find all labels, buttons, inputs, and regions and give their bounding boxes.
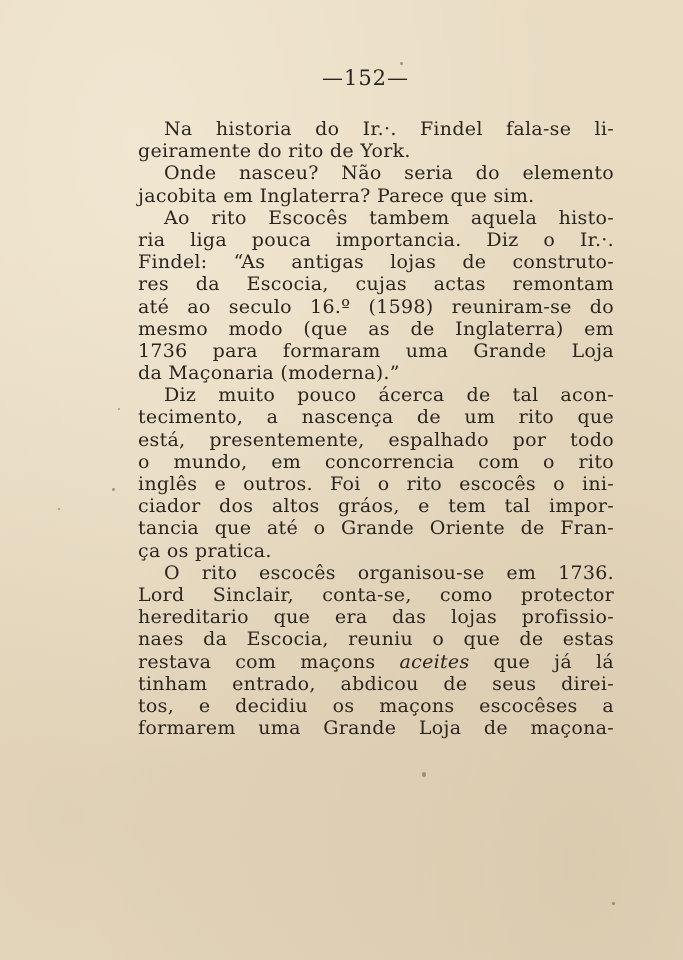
paper-speck [612,902,615,905]
text-line: res da Escocia, cujas actas remontam [138,273,614,296]
text-line: tecimento, a nascença de um rito que [138,406,614,429]
text-line: Diz muito pouco ácerca de tal acon- [164,384,614,407]
text-line: tos, e decidiu os maçons escocêses a [138,694,614,717]
text-line: 1736 para formaram uma Grande Loja [138,339,614,362]
text-line: formarem uma Grande Loja de maçona- [138,717,614,740]
text-line: ria liga pouca importancia. Diz o Ir.·. [138,228,614,251]
text-line: Na historia do Ir.·. Findel fala-se li- [164,118,614,140]
page-number: —152— [321,66,410,90]
text-line: Findel: “As antigas lojas de construto- [138,251,614,274]
text-fragment: restava com maçons [138,650,400,673]
text-line: hereditario que era das lojas profissio- [138,606,614,629]
text-line: Onde nasceu? Não seria do elemento [164,162,614,185]
text-line: ciador dos altos gráos, e tem tal impor- [138,495,614,518]
text-line: Ao rito Escocês tambem aquela histo- [164,206,614,229]
text-line: até ao seculo 16.º (1598) reuniram-se do [138,295,614,318]
body-text [138,118,614,739]
text-line: jacobita em Inglaterra? Parece que sim. [138,184,535,207]
text-line: geiramente do rito de York. [138,140,411,163]
paper-speck [112,488,115,491]
paper-speck [422,772,426,777]
text-line: tancia que até o Grande Oriente de Fran- [138,517,614,540]
text-line: o mundo, em concorrencia com o rito [138,450,614,473]
paper-speck [118,408,120,410]
text-line: está, presentemente, espalhado por todo [138,428,614,451]
paper-speck [58,508,60,510]
text-line: ça os pratica. [138,539,272,562]
text-line: inglês e outros. Foi o rito escocês o ini- [138,473,614,495]
text-line: naes da Escocia, reuniu o que de estas [138,628,614,651]
text-line [138,651,614,673]
text-line: tinham entrado, abdicou de seus direi- [138,672,614,695]
text-line: mesmo modo (que as de Inglaterra) em [138,317,614,340]
italic-word: aceites [399,650,470,673]
text-fragment: que já lá [469,650,614,673]
text-line: O rito escocês organisou-se em 1736. [164,561,614,584]
text-line: da Maçonaria (moderna).” [138,362,400,385]
text-line: Lord Sinclair, conta-se, como protector [138,583,614,606]
paper-speck [400,62,403,65]
